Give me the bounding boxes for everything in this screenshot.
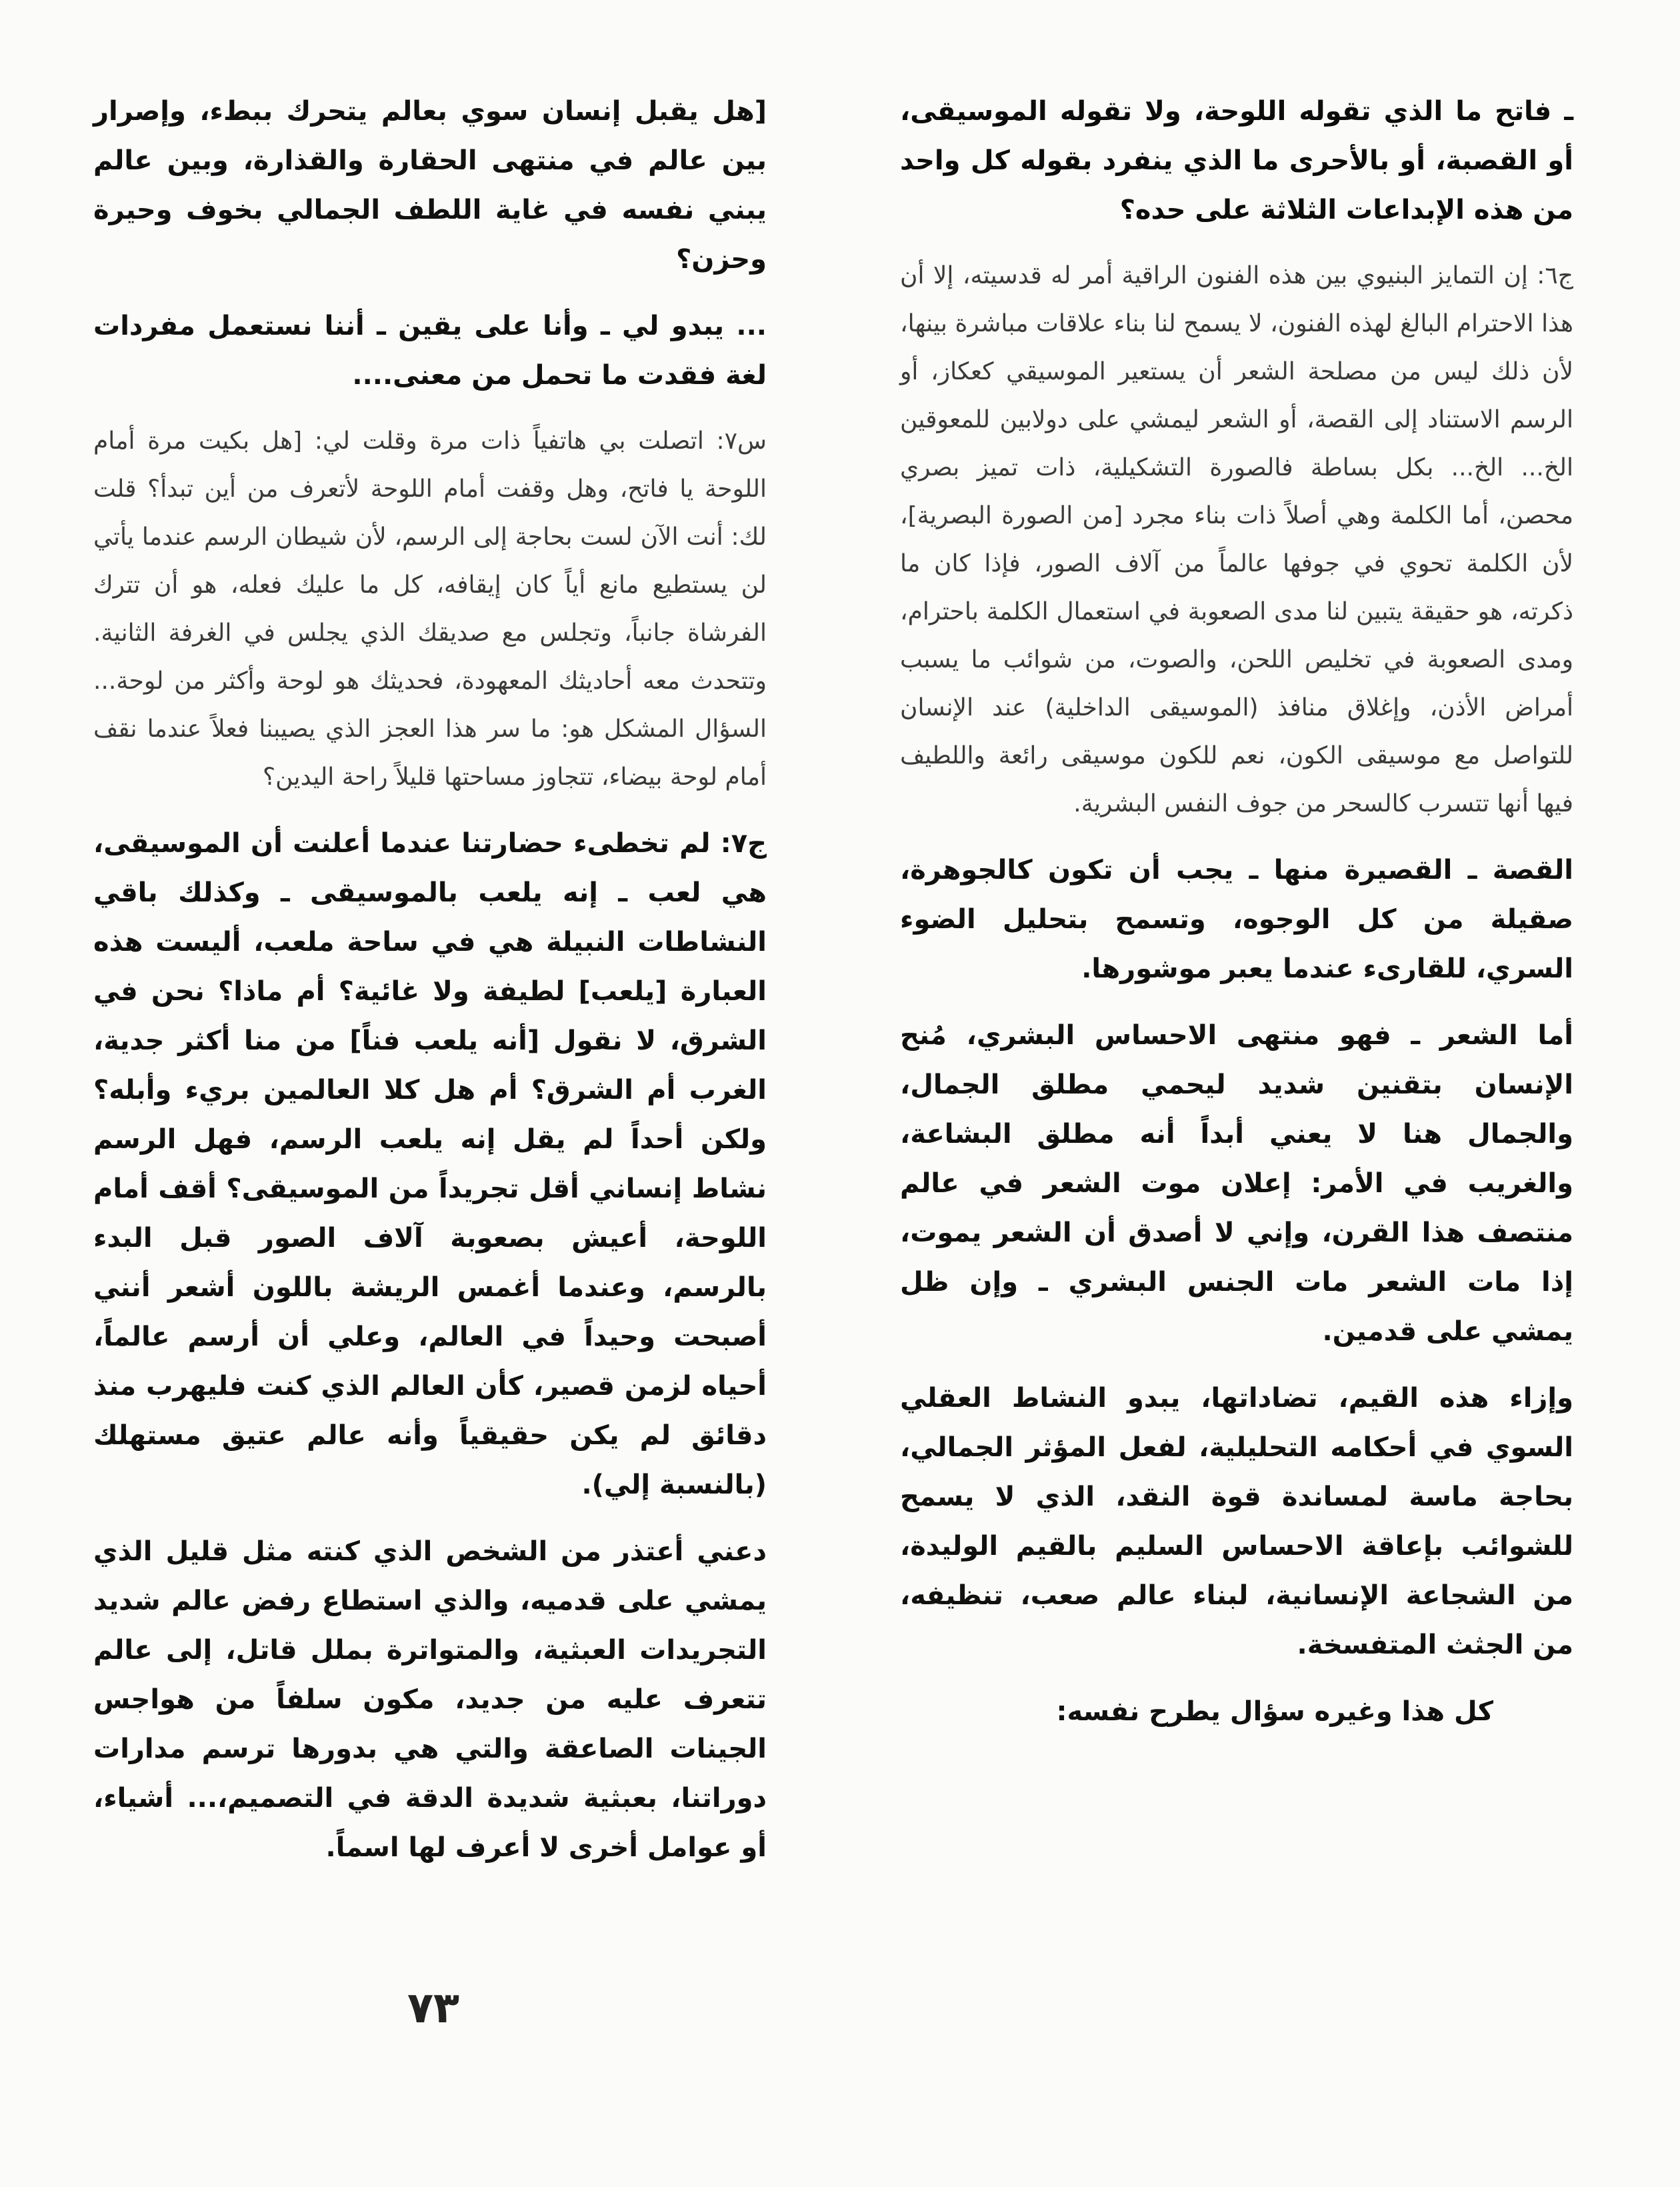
question-6-paragraph: ـ فاتح ما الذي تقوله اللوحة، ولا تقوله الموسيقى، أو القصبة، أو بالأحرى ما الذي ينفرد بقوله كل واحد من هذه الإبداعات الثلاثة على حده؟ <box>900 96 1573 225</box>
question-7-paragraph: س٧: اتصلت بي هاتفياً ذات مرة وقلت لي: [هل بكيت مرة أمام اللوحة يا فاتح، وهل وقفت أمام اللوحة لأتعرف من أين تبدأ؟ قلت لك: أنت الآن لست بحاجة إلى الرسم، لأن شيطان الرسم عندما يأتي لن يستطيع مانع أياً كان إيقافه، كل ما عليك فعله، هو أن تترك الفرشاة جانباً، وتجلس مع صديقك الذي يجلس في الغرفة الثانية. وتتحدث معه أحاديثك المعهودة، فحديثك هو لوحة وأكثر من لوحة... السؤال المشكل هو: ما سر هذا العجز الذي يصيبنا فعلاً عندما نقف أمام لوحة بيضاء، تتجاوز مساحتها قليلاً راحة اليدين؟ <box>93 427 767 791</box>
apology-paragraph: دعني أعتذر من الشخص الذي كنته مثل قليل الذي يمشي على قدميه، والذي استطاع رفض عالم شديد التجريدات العبثية، والمتواترة بملل قاتل، إلى عالم تتعرف عليه من جديد، مكون سلفاً من هواجس الجينات الصاعقة والتي هي بدورها ترسم مدارات دوراتنا، بعبثية شديدة الدقة في التصميم،... أشياء، أو عوامل أخرى لا أعرف لها اسماً. <box>93 1536 767 1863</box>
left-column <box>93 87 767 1890</box>
values-paragraph: وإزاء هذه القيم، تضاداتها، يبدو النشاط العقلي السوي في أحكامه التحليلية، لفعل المؤثر الجمالي، بحاجة ماسة لمساندة قوة النقد، الذي لا يسمح للشوائب بإعاقة الاحساس السليم بالقيم الوليدة، من الشجاعة الإنسانية، لبناء عالم صعب، تنظيفه، من الجثث المتفسخة. <box>900 1383 1573 1660</box>
answer-6-paragraph: ج٦: إن التمايز البنيوي بين هذه الفنون الراقية أمر له قدسيته، إلا أن هذا الاحترام البالغ لهذه الفنون، لا يسمح لنا بناء علاقات مباشرة بينها، لأن ذلك ليس من مصلحة الشعر أن يستعير الموسيقي كعكاز، أو الرسم الاستناد إلى القصة، أو الشعر ليمشي على دولابين للمعوقين الخ... الخ... بكل بساطة فالصورة التشكيلية، ذات تميز بصري محصن، أما الكلمة وهي أصلاً ذات بناء مجرد [من الصورة البصرية]، لأن الكلمة تحوي في جوفها عالماً من آلاف الصور، فإذا كان ما ذكرته، هو حقيقة يتبين لنا مدى الصعوبة في استعمال الكلمة باحترام، ومدى الصعوبة في تخليص اللحن، والصوت، من شوائب ما يسبب أمراض الأذن، وإغلاق منافذ (الموسيقى الداخلية) عند الإنسان للتواصل مع موسيقى الكون، نعم للكون موسيقى رائعة واللطيف فيها أنها تتسرب كالسحر من جوف النفس البشرية. <box>900 262 1573 817</box>
bracket-question-paragraph: [هل يقبل إنسان سوي بعالم يتحرك ببطء، وإصرار بين عالم في منتهى الحقارة والقذارة، وبين عالم يبني نفسه في غاية اللطف الجمالي بخوف وحيرة وحزن؟ <box>93 96 767 275</box>
story-paragraph: القصة ـ القصيرة منها ـ يجب أن تكون كالجوهرة، صقيلة من كل الوجوه، وتسمح بتحليل الضوء السري، للقارىء عندما يعبر موشورها. <box>900 855 1573 984</box>
certainty-paragraph: ... يبدو لي ـ وأنا على يقين ـ أننا نستعمل مفردات لغة فقدت ما تحمل من معنى.... <box>93 311 767 391</box>
closing-question-paragraph: كل هذا وغيره سؤال يطرح نفسه: <box>1056 1696 1493 1727</box>
page-number: ٧٣ <box>407 1984 460 2033</box>
answer-7-paragraph: ج٧: لم تخطىء حضارتنا عندما أعلنت أن الموسيقى، هي لعب ـ إنه يلعب بالموسيقى ـ وكذلك باقي النشاطات النبيلة هي في ساحة ملعب، أليست هذه العبارة [يلعب] لطيفة ولا غائية؟ أم ماذا؟ نحن في الشرق، لا نقول [أنه يلعب فناً] من منا أكثر جدية، الغرب أم الشرق؟ أم هل كلا العالمين بريء وأبله؟ ولكن أحداً لم يقل إنه يلعب الرسم، فهل الرسم نشاط إنساني أقل تجريداً من الموسيقى؟ أقف أمام اللوحة، أعيش بصعوبة آلاف الصور قبل البدء بالرسم، وعندما أغمس الريشة باللون أشعر أنني أصبحت وحيداً في العالم، وعلي أن أرسم عالماً، أحياه لزمن قصير، كأن العالم الذي كنت فليهرب منذ دقائق لم يكن حقيقياً وأنه عالم عتيق مستهلك (بالنسبة إلي). <box>93 828 767 1500</box>
poetry-paragraph: أما الشعر ـ فهو منتهى الاحساس البشري، مُنح الإنسان بتقنين شديد ليحمي مطلق الجمال، والجمال هنا لا يعني أبداً أنه مطلق البشاعة، والغريب في الأمر: إعلان موت الشعر في عالم منتصف هذا القرن، وإني لا أصدق أن الشعر يموت، إذا مات الشعر مات الجنس البشري ـ وإن ظل يمشي على قدمين. <box>900 1020 1573 1347</box>
right-column <box>900 87 1573 1754</box>
